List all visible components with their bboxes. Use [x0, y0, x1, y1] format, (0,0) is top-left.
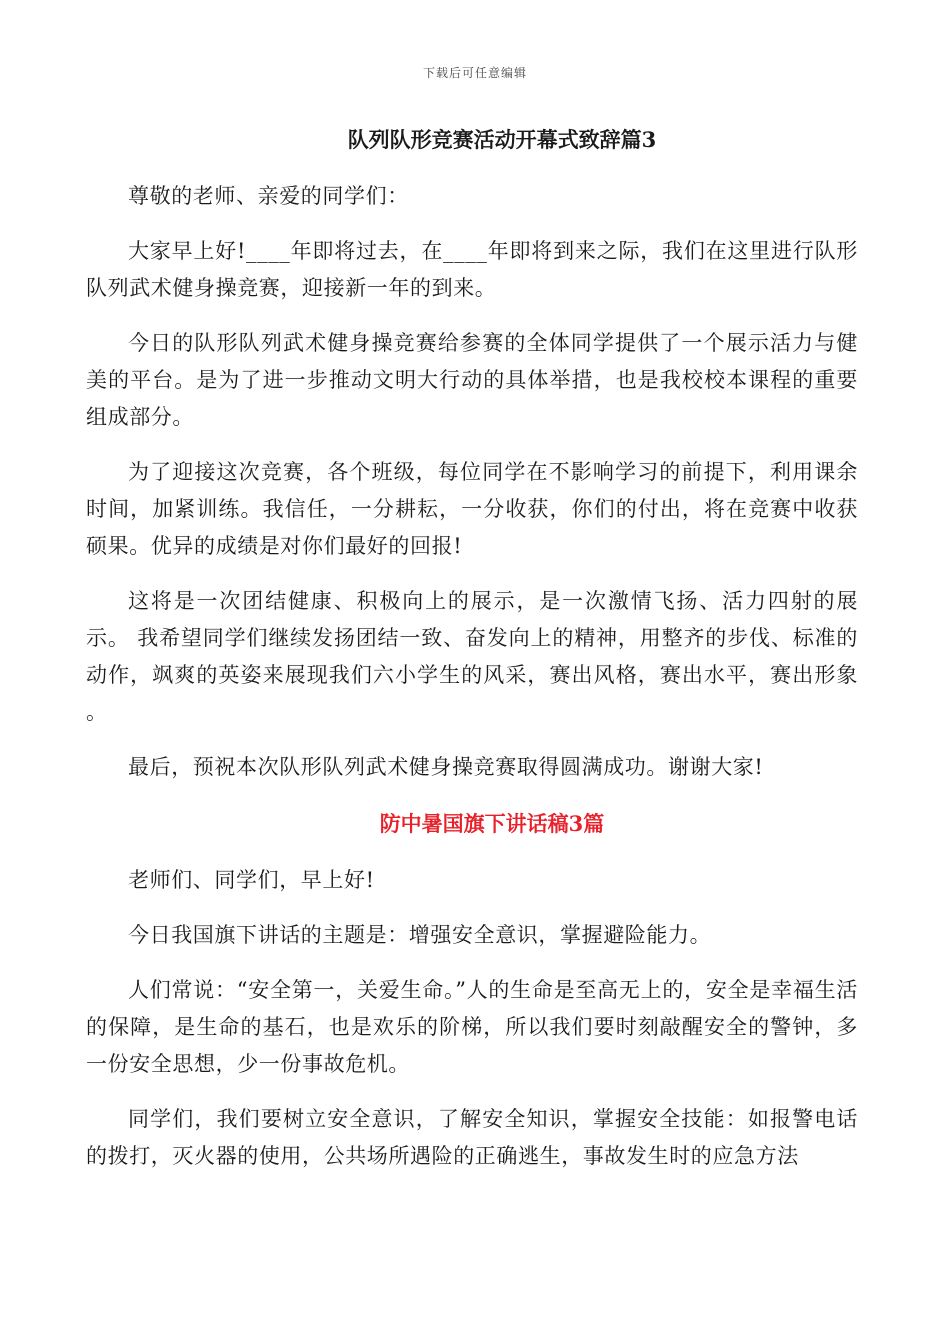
section1-paragraph: 这将是一次团结健康、积极向上的展示，是一次激情飞扬、活力四射的展示。 我希望同学们继续发扬团结一致、奋发向上的精神，用整齐的步伐、标准的动作，飒爽的英姿来展现我们六小学生的风采，赛出风格，赛出水平，赛出形象 。: [86, 589, 858, 724]
section2-paragraph: 老师们、同学们，早上好!: [128, 868, 375, 892]
section2-paragraph: 人们常说：“安全第一，关爱生命。”人的生命是至高无上的，安全是幸福生活的保障，是生命的基石，也是欢乐的阶梯，所以我们要时刻敲醒安全的警钟，多一份安全思想，少一份事故危机。: [86, 978, 858, 1076]
section2-title: 防中暑国旗下讲话稿3篇: [379, 811, 605, 836]
section1-paragraph: 最后，预祝本次队形队列武术健身操竞赛取得圆满成功。谢谢大家!: [128, 755, 764, 779]
section1-paragraph: 尊敬的老师、亲爱的同学们：: [128, 184, 409, 208]
section1-paragraph: 为了迎接这次竞赛，各个班级，每位同学在不影响学习的前提下，利用课余时间，加紧训练。我信任，一分耕耘，一分收获，你们的付出，将在竞赛中收获硕果。优异的成绩是对你们最好的回报!: [86, 460, 858, 558]
section1-paragraph: 今日的队形队列武术健身操竞赛给参赛的全体同学提供了一个展示活力与健美的平台。是为了进一步推动文明大行动的具体举措，也是我校校本课程的重要组成部分。: [86, 331, 858, 429]
section1-title: 队列队形竞赛活动开幕式致辞篇3: [347, 127, 657, 152]
section1-paragraph: 大家早上好!____年即将过去，在____年即将到来之际，我们在这里进行队形队列武术健身操竞赛，迎接新一年的到来。: [86, 239, 858, 300]
header-note: 下载后可任意编辑: [422, 66, 527, 80]
section2-paragraph: 同学们，我们要树立安全意识，了解安全知识，掌握安全技能：如报警电话的拨打，灭火器的使用，公共场所遇险的正确逃生，事故发生时的应急方法: [86, 1107, 858, 1168]
document-content: [86, 120, 858, 1193]
section2-paragraph: 今日我国旗下讲话的主题是：增强安全意识，掌握避险能力。: [128, 923, 712, 947]
